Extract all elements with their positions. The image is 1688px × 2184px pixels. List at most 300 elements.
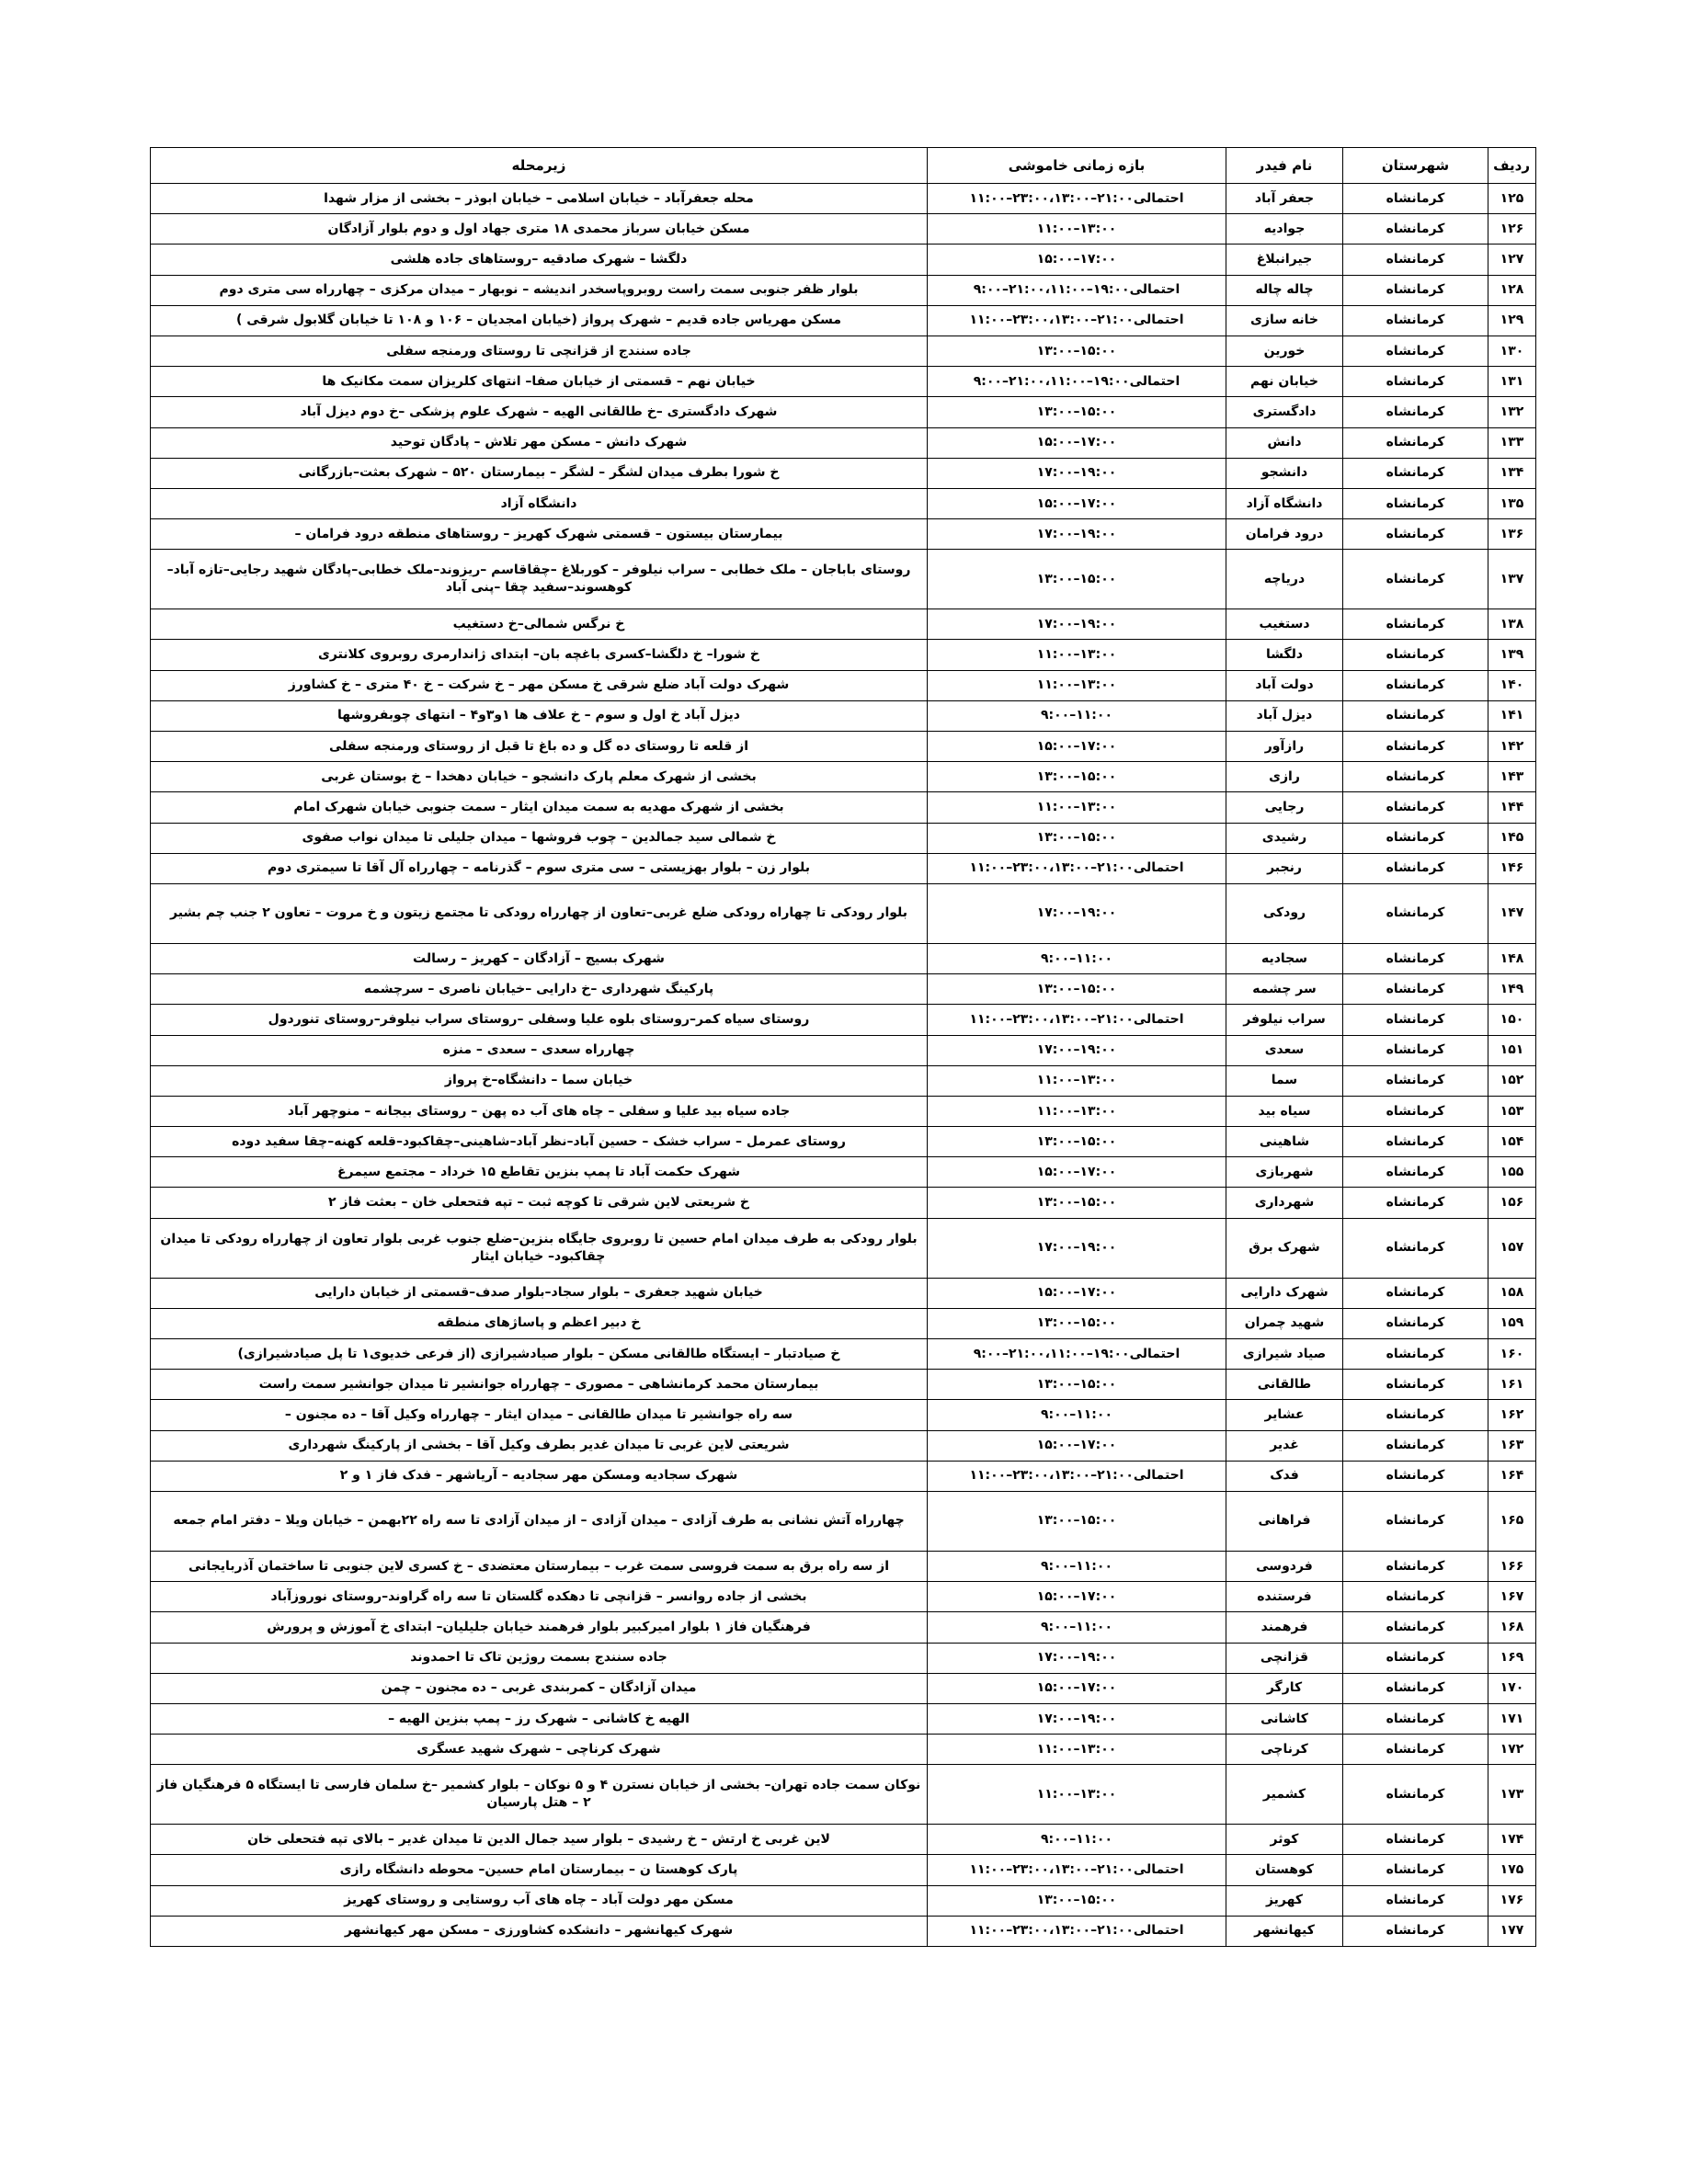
area-cell: از سه راه برق به سمت فروسی سمت غرب – بیمارستان معتضدی – خ کسری لاین جنوبی تا ساختمان آذربایجانی (151, 1551, 928, 1581)
city-cell: کرمانشاه (1343, 1673, 1488, 1703)
city-cell: کرمانشاه (1343, 700, 1488, 731)
area-cell: دلگشا – شهرک صادقیه –روستاهای جاده هلشی (151, 245, 928, 275)
outage-time-cell: ۱۵:۰۰–۱۳:۰۰ (928, 762, 1226, 792)
table-row (151, 519, 1536, 550)
city-cell: کرمانشاه (1343, 1825, 1488, 1855)
area-cell: میدان آزادگان – کمربندی غربی – ده مجنون – چمن (151, 1673, 928, 1703)
city-cell: کرمانشاه (1343, 1551, 1488, 1581)
area-cell: خیابان سما – دانشگاه–خ پرواز (151, 1065, 928, 1096)
city-cell: کرمانشاه (1343, 1735, 1488, 1765)
table-row (151, 883, 1536, 943)
table-row (151, 762, 1536, 792)
feeder-cell: کوثر (1226, 1825, 1343, 1855)
area-cell: بخشی از جاده روانسر – قزانچی تا دهکده گلستان تا سه راه گراوند–روستای نوروزآباد (151, 1582, 928, 1612)
city-cell: کرمانشاه (1343, 1065, 1488, 1096)
header-row-number: ردیف (1488, 148, 1536, 184)
row-number: ۱۶۱ (1488, 1370, 1536, 1400)
outage-time-cell: ۱۵:۰۰–۱۳:۰۰ (928, 1491, 1226, 1551)
city-cell: کرمانشاه (1343, 245, 1488, 275)
row-number: ۱۲۶ (1488, 214, 1536, 245)
outage-time-cell: ۱۱:۰۰–۹:۰۰ (928, 1551, 1226, 1581)
city-cell: کرمانشاه (1343, 1035, 1488, 1065)
city-cell: کرمانشاه (1343, 853, 1488, 883)
row-number: ۱۶۸ (1488, 1612, 1536, 1643)
outage-time-cell: ۱۱:۰۰–۹:۰۰ (928, 943, 1226, 973)
area-cell: روستای عمرمل – سراب خشک – حسین آباد–نظر آباد–شاهینی–چقاکبود–قلعه کهنه–چقا سفید دوده (151, 1127, 928, 1157)
city-cell: کرمانشاه (1343, 1643, 1488, 1673)
feeder-cell: دلگشا (1226, 640, 1343, 670)
row-number: ۱۶۷ (1488, 1582, 1536, 1612)
row-number: ۱۴۱ (1488, 700, 1536, 731)
area-cell: شهرک کیهانشهر – دانشکده کشاورزی – مسکن مهر کیهانشهر (151, 1916, 928, 1946)
table-row (151, 670, 1536, 700)
outage-time-cell: ۱۵:۰۰–۱۳:۰۰ (928, 1127, 1226, 1157)
outage-time-cell: احتمالی۲۱:۰۰–۲۳:۰۰،۱۳:۰۰–۱۱:۰۰ (928, 305, 1226, 336)
row-number: ۱۶۹ (1488, 1643, 1536, 1673)
outage-time-cell: ۱۷:۰۰–۱۵:۰۰ (928, 1430, 1226, 1461)
table-row (151, 336, 1536, 366)
outage-time-cell: ۱۹:۰۰–۱۷:۰۰ (928, 519, 1226, 550)
city-cell: کرمانشاه (1343, 792, 1488, 823)
table-row (151, 184, 1536, 214)
outage-time-cell: ۱۷:۰۰–۱۵:۰۰ (928, 1157, 1226, 1188)
feeder-cell: دولت آباد (1226, 670, 1343, 700)
outage-time-cell: ۱۳:۰۰–۱۱:۰۰ (928, 214, 1226, 245)
city-cell: کرمانشاه (1343, 1855, 1488, 1885)
table-row (151, 974, 1536, 1005)
feeder-cell: رازآور (1226, 732, 1343, 762)
feeder-cell: قزانچی (1226, 1643, 1343, 1673)
table-row (151, 214, 1536, 245)
table-row (151, 1308, 1536, 1338)
row-number: ۱۷۷ (1488, 1916, 1536, 1946)
row-number: ۱۷۵ (1488, 1855, 1536, 1885)
area-cell: بیمارستان محمد کرمانشاهی – مصوری – چهارراه جوانشیر تا میدان جوانشیر سمت راست (151, 1370, 928, 1400)
outage-time-cell: ۱۳:۰۰–۱۱:۰۰ (928, 1096, 1226, 1126)
table-row (151, 427, 1536, 458)
outage-time-cell: احتمالی۲۱:۰۰–۲۳:۰۰،۱۳:۰۰–۱۱:۰۰ (928, 1461, 1226, 1491)
row-number: ۱۴۲ (1488, 732, 1536, 762)
feeder-cell: فراهانی (1226, 1491, 1343, 1551)
feeder-cell: کیهانشهر (1226, 1916, 1343, 1946)
city-cell: کرمانشاه (1343, 336, 1488, 366)
city-cell: کرمانشاه (1343, 397, 1488, 427)
row-number: ۱۶۵ (1488, 1491, 1536, 1551)
outage-time-cell: ۱۵:۰۰–۱۳:۰۰ (928, 1370, 1226, 1400)
city-cell: کرمانشاه (1343, 305, 1488, 336)
city-cell: کرمانشاه (1343, 640, 1488, 670)
city-cell: کرمانشاه (1343, 1916, 1488, 1946)
area-cell: شهرک کرناچی – شهرک شهید عسگری (151, 1735, 928, 1765)
table-row (151, 609, 1536, 640)
table-row (151, 853, 1536, 883)
feeder-cell: کشمیر (1226, 1765, 1343, 1825)
row-number: ۱۳۹ (1488, 640, 1536, 670)
outage-time-cell: ۱۵:۰۰–۱۳:۰۰ (928, 1188, 1226, 1218)
outage-time-cell: ۱۵:۰۰–۱۳:۰۰ (928, 974, 1226, 1005)
city-cell: کرمانشاه (1343, 1308, 1488, 1338)
area-cell: خیابان شهید جعفری – بلوار سجاد–بلوار صدف–قسمتی از خیابان دارایی (151, 1278, 928, 1308)
city-cell: کرمانشاه (1343, 974, 1488, 1005)
city-cell: کرمانشاه (1343, 458, 1488, 488)
table-row (151, 458, 1536, 488)
area-cell: مسکن خیابان سرباز محمدی ۱۸ متری جهاد اول و دوم بلوار آزادگان (151, 214, 928, 245)
feeder-cell: فردوسی (1226, 1551, 1343, 1581)
outage-time-cell: ۱۹:۰۰–۱۷:۰۰ (928, 1218, 1226, 1278)
row-number: ۱۳۱ (1488, 367, 1536, 397)
city-cell: کرمانشاه (1343, 1400, 1488, 1430)
area-cell: روستای سیاه کمر–روستای بلوه علیا وسفلی –روستای سراب نیلوفر–روستای تنوردول (151, 1005, 928, 1035)
table-row (151, 1916, 1536, 1946)
city-cell: کرمانشاه (1343, 1765, 1488, 1825)
table-row (151, 1370, 1536, 1400)
table-row (151, 1278, 1536, 1308)
feeder-cell: چاله چاله (1226, 275, 1343, 305)
area-cell: فرهنگیان فاز ۱ بلوار امیرکبیر بلوار فرهمند خیابان جلیلیان– ابتدای خ آموزش و پرورش (151, 1612, 928, 1643)
outage-time-cell: احتمالی۲۱:۰۰–۲۳:۰۰،۱۳:۰۰–۱۱:۰۰ (928, 184, 1226, 214)
feeder-cell: دیزل آباد (1226, 700, 1343, 731)
row-number: ۱۷۰ (1488, 1673, 1536, 1703)
feeder-cell: کرناچی (1226, 1735, 1343, 1765)
row-number: ۱۳۰ (1488, 336, 1536, 366)
table-row (151, 1339, 1536, 1370)
area-cell: شهرک دولت آباد ضلع شرقی خ مسکن مهر – خ شرکت – خ ۴۰ متری – خ کشاورز (151, 670, 928, 700)
area-cell: روستای باباجان – ملک خطابی – سراب نیلوفر – کوربلاغ –چقاقاسم –ریزوند–ملک خطابی–پادگان شهید رجایی–تازه آباد– کوهسوند–سفید چقا –پنی آباد (151, 550, 928, 609)
feeder-cell: کهریز (1226, 1885, 1343, 1916)
outage-time-cell: ۱۱:۰۰–۹:۰۰ (928, 1825, 1226, 1855)
area-cell: دیزل آباد خ اول و سوم – خ علاف ها ۱و۳و۴ – انتهای چوبفروشها (151, 700, 928, 731)
table-row (151, 1127, 1536, 1157)
row-number: ۱۷۶ (1488, 1885, 1536, 1916)
area-cell: شهرک حکمت آباد تا پمپ بنزین تقاطع ۱۵ خرداد – مجتمع سیمرغ (151, 1157, 928, 1188)
table-row (151, 1491, 1536, 1551)
outage-time-cell: ۱۹:۰۰–۱۷:۰۰ (928, 883, 1226, 943)
city-cell: کرمانشاه (1343, 214, 1488, 245)
outage-time-cell: ۱۳:۰۰–۱۱:۰۰ (928, 640, 1226, 670)
feeder-cell: جوادیه (1226, 214, 1343, 245)
outage-time-cell: احتمالی۱۹:۰۰–۲۱:۰۰،۱۱:۰۰–۹:۰۰ (928, 275, 1226, 305)
area-cell: شهرک بسیج – آزادگان – کهریز – رسالت (151, 943, 928, 973)
row-number: ۱۳۳ (1488, 427, 1536, 458)
table-row (151, 367, 1536, 397)
area-cell: خ صیادتبار – ایستگاه طالقانی مسکن – بلوار صیادشیرازی (از فرعی خدیوی۱ تا پل صیادشیرازی) (151, 1339, 928, 1370)
area-cell: خ دبیر اعظم و پاساژهای منطقه (151, 1308, 928, 1338)
city-cell: کرمانشاه (1343, 1703, 1488, 1734)
outage-time-cell: ۱۳:۰۰–۱۱:۰۰ (928, 670, 1226, 700)
table-row (151, 245, 1536, 275)
row-number: ۱۴۷ (1488, 883, 1536, 943)
table-row (151, 792, 1536, 823)
row-number: ۱۲۷ (1488, 245, 1536, 275)
area-cell: بلوار ظفر جنوبی سمت راست روبروپاسخدر اندیشه – نوبهار – میدان مرکزی – چهارراه سی متری دوم (151, 275, 928, 305)
area-cell: بلوار زن – بلوار بهزیستی – سی متری سوم – گذرنامه – چهارراه آل آقا تا سیمتری دوم (151, 853, 928, 883)
row-number: ۱۴۰ (1488, 670, 1536, 700)
outage-time-cell: ۱۷:۰۰–۱۵:۰۰ (928, 488, 1226, 518)
row-number: ۱۵۹ (1488, 1308, 1536, 1338)
row-number: ۱۳۸ (1488, 609, 1536, 640)
feeder-cell: سر چشمه (1226, 974, 1343, 1005)
row-number: ۱۷۴ (1488, 1825, 1536, 1855)
outage-time-cell: ۱۵:۰۰–۱۳:۰۰ (928, 397, 1226, 427)
feeder-cell: خورین (1226, 336, 1343, 366)
row-number: ۱۵۱ (1488, 1035, 1536, 1065)
feeder-cell: دستغیب (1226, 609, 1343, 640)
table-row (151, 1673, 1536, 1703)
outage-time-cell: ۱۷:۰۰–۱۵:۰۰ (928, 1278, 1226, 1308)
row-number: ۱۶۶ (1488, 1551, 1536, 1581)
area-cell: شریعتی لاین غربی تا میدان غدیر بطرف وکیل آقا – بخشی از پارکینگ شهرداری (151, 1430, 928, 1461)
feeder-cell: غدیر (1226, 1430, 1343, 1461)
feeder-cell: سعدی (1226, 1035, 1343, 1065)
area-cell: چهارراه سعدی – سعدی – منزه (151, 1035, 928, 1065)
city-cell: کرمانشاه (1343, 1278, 1488, 1308)
outage-time-cell: ۱۹:۰۰–۱۷:۰۰ (928, 609, 1226, 640)
row-number: ۱۳۴ (1488, 458, 1536, 488)
city-cell: کرمانشاه (1343, 883, 1488, 943)
area-cell: خیابان نهم – قسمتی از خیابان صفا– انتهای کلریزان سمت مکانیک ها (151, 367, 928, 397)
outage-time-cell: ۱۱:۰۰–۹:۰۰ (928, 700, 1226, 731)
row-number: ۱۶۲ (1488, 1400, 1536, 1430)
city-cell: کرمانشاه (1343, 1430, 1488, 1461)
city-cell: کرمانشاه (1343, 427, 1488, 458)
table-row (151, 640, 1536, 670)
feeder-cell: سراب نیلوفر (1226, 1005, 1343, 1035)
outage-time-cell: ۱۷:۰۰–۱۵:۰۰ (928, 1582, 1226, 1612)
feeder-cell: کارگر (1226, 1673, 1343, 1703)
area-cell: سه راه جوانشیر تا میدان طالقانی – میدان ایثار – چهارراه وکیل آقا – ده مجنون – (151, 1400, 928, 1430)
area-cell: چهارراه آتش نشانی به طرف آزادی – میدان آزادی – از میدان آزادی تا سه راه ۲۲بهمن – خیابان ویلا – دفتر امام جمعه (151, 1491, 928, 1551)
area-cell: بخشی از شهرک مهدیه به سمت میدان ایثار – سمت جنوبی خیابان شهرک امام (151, 792, 928, 823)
outage-time-cell: احتمالی۱۹:۰۰–۲۱:۰۰،۱۱:۰۰–۹:۰۰ (928, 1339, 1226, 1370)
row-number: ۱۵۷ (1488, 1218, 1536, 1278)
area-cell: مسکن مهریاس جاده قدیم – شهرک پرواز (خیابان امجدیان – ۱۰۶ و ۱۰۸ تا خیابان گلابول شرقی ) (151, 305, 928, 336)
area-cell: شهرک دانش – مسکن مهر تلاش – پادگان توحید (151, 427, 928, 458)
area-cell: جاده سنندج بسمت روژین تاک تا احمدوند (151, 1643, 928, 1673)
table-body (151, 184, 1536, 1947)
table-row (151, 700, 1536, 731)
row-number: ۱۶۴ (1488, 1461, 1536, 1491)
outage-time-cell: ۱۵:۰۰–۱۳:۰۰ (928, 1885, 1226, 1916)
row-number: ۱۳۲ (1488, 397, 1536, 427)
area-cell: بلوار رودکی به طرف میدان امام حسین تا روبروی جایگاه بنزین–ضلع جنوب غربی بلوار تعاون از چهارراه رودکی تا میدان چقاکبود– خیابان ایثار (151, 1218, 928, 1278)
row-number: ۱۵۵ (1488, 1157, 1536, 1188)
header-outage-time: بازه زمانی خاموشی (928, 148, 1226, 184)
feeder-cell: خانه سازی (1226, 305, 1343, 336)
feeder-cell: کوهستان (1226, 1855, 1343, 1885)
table-row (151, 1885, 1536, 1916)
city-cell: کرمانشاه (1343, 1127, 1488, 1157)
city-cell: کرمانشاه (1343, 1491, 1488, 1551)
city-cell: کرمانشاه (1343, 823, 1488, 853)
outage-time-cell: ۱۵:۰۰–۱۳:۰۰ (928, 1308, 1226, 1338)
outage-time-cell: ۱۹:۰۰–۱۷:۰۰ (928, 1643, 1226, 1673)
feeder-cell: رازی (1226, 762, 1343, 792)
city-cell: کرمانشاه (1343, 609, 1488, 640)
outage-time-cell: احتمالی۲۱:۰۰–۲۳:۰۰،۱۳:۰۰–۱۱:۰۰ (928, 1916, 1226, 1946)
feeder-cell: طالقانی (1226, 1370, 1343, 1400)
outage-time-cell: ۱۳:۰۰–۱۱:۰۰ (928, 1765, 1226, 1825)
area-cell: جاده سیاه بید علیا و سفلی – چاه های آب ده پهن – روستای بیجانه – منوچهر آباد (151, 1096, 928, 1126)
table-row (151, 1735, 1536, 1765)
feeder-cell: دریاچه (1226, 550, 1343, 609)
feeder-cell: عشایر (1226, 1400, 1343, 1430)
area-cell: شهرک سجادیه ومسکن مهر سجادیه – آریاشهر – فدک فاز ۱ و ۲ (151, 1461, 928, 1491)
table-row (151, 1005, 1536, 1035)
row-number: ۱۲۹ (1488, 305, 1536, 336)
feeder-cell: شهید چمران (1226, 1308, 1343, 1338)
city-cell: کرمانشاه (1343, 1005, 1488, 1035)
feeder-cell: سیاه بید (1226, 1096, 1343, 1126)
outage-time-cell: ۱۵:۰۰–۱۳:۰۰ (928, 550, 1226, 609)
outage-time-cell: ۱۷:۰۰–۱۵:۰۰ (928, 427, 1226, 458)
city-cell: کرمانشاه (1343, 1582, 1488, 1612)
table-header-row (151, 148, 1536, 184)
outage-time-cell: ۱۳:۰۰–۱۱:۰۰ (928, 1735, 1226, 1765)
row-number: ۱۷۳ (1488, 1765, 1536, 1825)
feeder-cell: رودکی (1226, 883, 1343, 943)
table-row (151, 1065, 1536, 1096)
feeder-cell: شهرک دارایی (1226, 1278, 1343, 1308)
city-cell: کرمانشاه (1343, 1461, 1488, 1491)
table-row (151, 1703, 1536, 1734)
row-number: ۱۲۵ (1488, 184, 1536, 214)
table-row (151, 1461, 1536, 1491)
row-number: ۱۶۳ (1488, 1430, 1536, 1461)
feeder-cell: دانش (1226, 427, 1343, 458)
feeder-cell: فرهمند (1226, 1612, 1343, 1643)
table-row (151, 943, 1536, 973)
feeder-cell: فرستنده (1226, 1582, 1343, 1612)
table-row (151, 305, 1536, 336)
table-row (151, 1218, 1536, 1278)
feeder-cell: درود فرامان (1226, 519, 1343, 550)
table-row (151, 550, 1536, 609)
feeder-cell: شاهینی (1226, 1127, 1343, 1157)
feeder-cell: سما (1226, 1065, 1343, 1096)
table-row (151, 1400, 1536, 1430)
header-feeder: نام فیدر (1226, 148, 1343, 184)
row-number: ۱۴۹ (1488, 974, 1536, 1005)
area-cell: پارکینگ شهرداری –خ دارایی –خیابان ناصری – سرچشمه (151, 974, 928, 1005)
area-cell: نوکان سمت جاده تهران– بخشی از خیابان نسترن ۴ و ۵ نوکان – بلوار کشمیر –خ سلمان فارسی تا ایستگاه ۵ فرهنگیان فاز ۲ – هتل پارسیان (151, 1765, 928, 1825)
table-row (151, 823, 1536, 853)
outage-time-cell: ۱۳:۰۰–۱۱:۰۰ (928, 1065, 1226, 1096)
outage-time-cell: احتمالی۲۱:۰۰–۲۳:۰۰،۱۳:۰۰–۱۱:۰۰ (928, 853, 1226, 883)
row-number: ۱۳۶ (1488, 519, 1536, 550)
city-cell: کرمانشاه (1343, 1885, 1488, 1916)
area-cell: بخشی از شهرک معلم پارک دانشجو – خیابان دهخدا – خ بوستان غربی (151, 762, 928, 792)
city-cell: کرمانشاه (1343, 184, 1488, 214)
row-number: ۱۵۸ (1488, 1278, 1536, 1308)
area-cell: خ شورا بطرف میدان لشگر – لشگر – بیمارستان ۵۲۰ – شهرک بعثت–بازرگانی (151, 458, 928, 488)
row-number: ۱۵۲ (1488, 1065, 1536, 1096)
area-cell: خ شمالی سید جمالدین – چوب فروشها – میدان جلیلی تا میدان نواب صفوی (151, 823, 928, 853)
table-row (151, 1765, 1536, 1825)
outage-time-cell: احتمالی۱۹:۰۰–۲۱:۰۰،۱۱:۰۰–۹:۰۰ (928, 367, 1226, 397)
header-city: شهرستان (1343, 148, 1488, 184)
area-cell: جاده سنندج از قزانچی تا روستای ورمنجه سفلی (151, 336, 928, 366)
table-row (151, 1430, 1536, 1461)
outage-time-cell: ۱۳:۰۰–۱۱:۰۰ (928, 792, 1226, 823)
outage-time-cell: ۱۷:۰۰–۱۵:۰۰ (928, 1673, 1226, 1703)
city-cell: کرمانشاه (1343, 732, 1488, 762)
area-cell: مسکن مهر دولت آباد – چاه های آب روستایی و روستای کهریز (151, 1885, 928, 1916)
outage-time-cell: ۱۵:۰۰–۱۳:۰۰ (928, 336, 1226, 366)
feeder-cell: رنجبر (1226, 853, 1343, 883)
outage-time-cell: ۱۹:۰۰–۱۷:۰۰ (928, 458, 1226, 488)
feeder-cell: رجایی (1226, 792, 1343, 823)
city-cell: کرمانشاه (1343, 1370, 1488, 1400)
city-cell: کرمانشاه (1343, 762, 1488, 792)
city-cell: کرمانشاه (1343, 275, 1488, 305)
outage-time-cell: ۱۷:۰۰–۱۵:۰۰ (928, 732, 1226, 762)
row-number: ۱۳۵ (1488, 488, 1536, 518)
feeder-cell: شهرداری (1226, 1188, 1343, 1218)
feeder-cell: دادگستری (1226, 397, 1343, 427)
feeder-cell: صیاد شیرازی (1226, 1339, 1343, 1370)
outage-time-cell: ۱۹:۰۰–۱۷:۰۰ (928, 1703, 1226, 1734)
feeder-cell: فدک (1226, 1461, 1343, 1491)
feeder-cell: کاشانی (1226, 1703, 1343, 1734)
city-cell: کرمانشاه (1343, 1188, 1488, 1218)
row-number: ۱۵۰ (1488, 1005, 1536, 1035)
area-cell: بیمارستان بیستون – قسمتی شهرک کهریز – روستاهای منطقه درود فرامان – (151, 519, 928, 550)
area-cell: لاین غربی خ ارتش – خ رشیدی – بلوار سید جمال الدین تا میدان غدیر – بالای تپه فتحعلی خان (151, 1825, 928, 1855)
area-cell: الهیه خ کاشانی – شهرک رز – پمپ بنزین الهیه – (151, 1703, 928, 1734)
city-cell: کرمانشاه (1343, 1218, 1488, 1278)
feeder-cell: سجادیه (1226, 943, 1343, 973)
table-row (151, 1157, 1536, 1188)
area-cell: شهرک دادگستری –خ طالقانی الهیه – شهرک علوم پزشکی –خ دوم دیزل آباد (151, 397, 928, 427)
row-number: ۱۴۳ (1488, 762, 1536, 792)
table-row (151, 1582, 1536, 1612)
row-number: ۱۴۵ (1488, 823, 1536, 853)
row-number: ۱۵۶ (1488, 1188, 1536, 1218)
city-cell: کرمانشاه (1343, 1096, 1488, 1126)
table-row (151, 397, 1536, 427)
header-area: زیرمحله (151, 148, 928, 184)
city-cell: کرمانشاه (1343, 1157, 1488, 1188)
city-cell: کرمانشاه (1343, 1339, 1488, 1370)
row-number: ۱۵۳ (1488, 1096, 1536, 1126)
row-number: ۱۴۴ (1488, 792, 1536, 823)
row-number: ۱۶۰ (1488, 1339, 1536, 1370)
table-row (151, 1855, 1536, 1885)
outage-time-cell: ۱۵:۰۰–۱۳:۰۰ (928, 823, 1226, 853)
table-row (151, 1643, 1536, 1673)
feeder-cell: خیابان نهم (1226, 367, 1343, 397)
city-cell: کرمانشاه (1343, 550, 1488, 609)
table-row (151, 488, 1536, 518)
area-cell: خ نرگس شمالی–خ دستغیب (151, 609, 928, 640)
row-number: ۱۵۴ (1488, 1127, 1536, 1157)
area-cell: محله جعفرآباد – خیابان اسلامی – خیابان ابوذر – بخشی از مزار شهدا (151, 184, 928, 214)
area-cell: پارک کوهستا ن – بیمارستان امام حسین– محوطه دانشگاه رازی (151, 1855, 928, 1885)
city-cell: کرمانشاه (1343, 943, 1488, 973)
area-cell: از قلعه تا روستای ده گل و ده باغ تا قبل از روستای ورمنجه سفلی (151, 732, 928, 762)
outage-schedule-table (150, 147, 1536, 1947)
table-row (151, 1551, 1536, 1581)
row-number: ۱۴۸ (1488, 943, 1536, 973)
area-cell: بلوار رودکی تا چهاراه رودکی ضلع غربی–تعاون از چهارراه رودکی تا مجتمع زیتون و خ مروت – تعاون ۲ جنب چم بشیر (151, 883, 928, 943)
outage-time-cell: ۱۱:۰۰–۹:۰۰ (928, 1612, 1226, 1643)
area-cell: خ شورا– خ دلگشا–کسری باغچه بان– ابتدای ژاندارمری روبروی کلانتری (151, 640, 928, 670)
row-number: ۱۷۲ (1488, 1735, 1536, 1765)
feeder-cell: جعفر آباد (1226, 184, 1343, 214)
row-number: ۱۲۸ (1488, 275, 1536, 305)
outage-time-cell: ۱۹:۰۰–۱۷:۰۰ (928, 1035, 1226, 1065)
feeder-cell: شهرک برق (1226, 1218, 1343, 1278)
